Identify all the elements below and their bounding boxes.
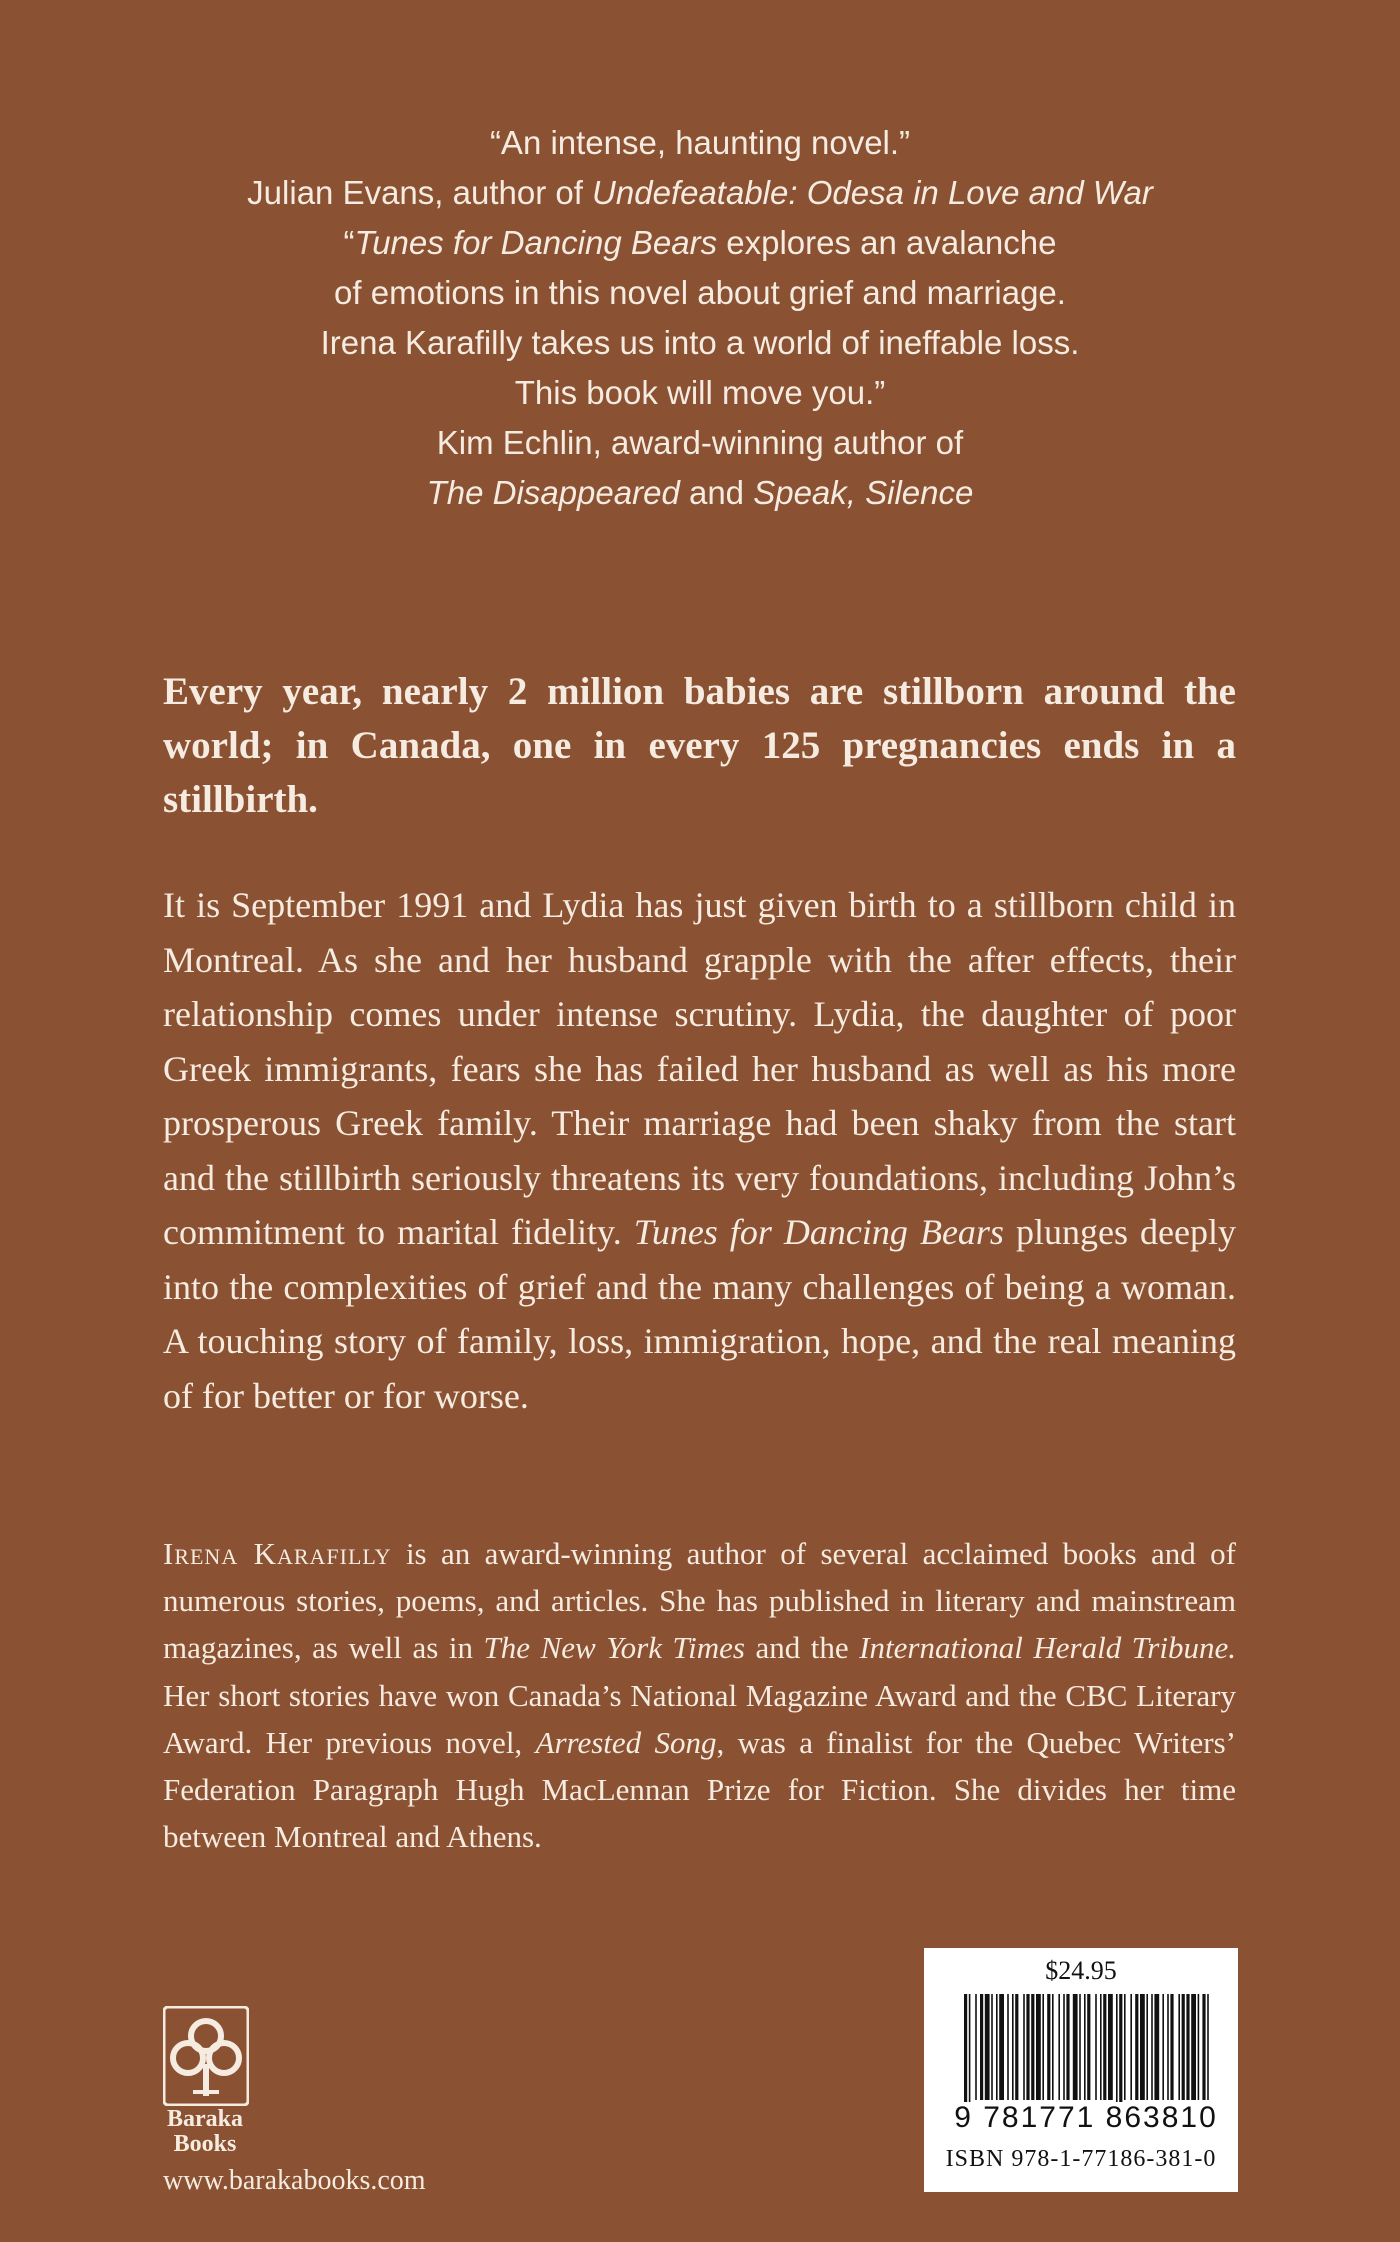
bio-publication-1: The New York Times xyxy=(483,1630,745,1666)
blurb-quote-2-line-3: Irena Karafilly takes us into a world of ineffable loss. xyxy=(320,324,1080,361)
publisher-name-line-2: Books xyxy=(173,2131,237,2157)
barcode-bar xyxy=(1052,1994,1054,2100)
publisher-name-line-1: Baraka xyxy=(166,2106,243,2132)
attribution-2-and: and xyxy=(679,474,754,511)
barcode-bar xyxy=(1154,1994,1159,2100)
summary-part-2: plunges deeply into the complexities of grief and the many challenges of being a woman. A touching story of family, loss, immigration, hope, and the real meaning of for better or for worse. xyxy=(163,1212,1237,1416)
barcode-bar xyxy=(996,1994,998,2100)
clover-icon xyxy=(163,2006,249,2106)
attribution-1-title: Undefeatable: Odesa in Love and War xyxy=(592,174,1153,211)
attribution-1-prefix: Julian Evans, author of xyxy=(247,174,593,211)
blurb-attribution-2-line-2 xyxy=(0,468,1400,518)
bio-part-4: , was a finalist for the Quebec Writers’ Federation Paragraph Hugh MacLennan Prize for Fiction. She divides her time between Montreal and Athens. xyxy=(163,1724,1236,1855)
barcode-bar xyxy=(1178,1994,1180,2100)
price-label: $24.95 xyxy=(1045,1956,1117,1985)
attribution-2-title-2: Speak, Silence xyxy=(753,474,974,511)
barcode-bar xyxy=(1036,1994,1041,2100)
quote-open-mark: “ xyxy=(343,224,355,261)
bio-part-3: Her short stories have won Canada’s National Magazine Award and the CBC Literary Award. Her previous novel, xyxy=(163,1677,1236,1760)
barcode-bar xyxy=(1191,1994,1196,2100)
barcode-bar xyxy=(964,1994,967,2112)
barcode-bar xyxy=(1207,1994,1209,2100)
summary-book-title: Tunes for Dancing Bears xyxy=(633,1212,1004,1252)
barcode-bar xyxy=(1087,1994,1090,2100)
publisher-name xyxy=(155,2107,255,2157)
barcode-bar xyxy=(1167,1994,1169,2100)
barcode-bar xyxy=(975,1994,977,2100)
barcode-bar xyxy=(1042,1994,1044,2100)
author-name: Irena Karafilly xyxy=(163,1536,392,1571)
barcode-bar xyxy=(1186,1994,1189,2100)
barcode-bar xyxy=(1124,1994,1126,2100)
barcode-bar xyxy=(1116,1994,1118,2112)
barcode-bar xyxy=(1119,1994,1122,2112)
barcode-bar xyxy=(1058,1994,1060,2100)
barcode-bar xyxy=(969,1994,971,2112)
barcode-bar xyxy=(980,1994,983,2100)
barcode-bar xyxy=(1140,1994,1145,2100)
isbn-label: ISBN 978-1-77186-381-0 xyxy=(945,2146,1217,2172)
barcode-bar xyxy=(1146,1994,1148,2100)
barcode-bar xyxy=(1015,1994,1018,2100)
summary-paragraph xyxy=(163,878,1236,1423)
barcode-bar xyxy=(999,1994,1004,2100)
barcode-digits: 9 781771 863810 xyxy=(946,2102,1226,2134)
barcode-bar xyxy=(1066,1994,1069,2100)
barcode-bar xyxy=(1135,1994,1138,2100)
quote-2-line-1-rest: explores an avalanche xyxy=(717,224,1057,261)
barcode-bar xyxy=(1108,1994,1113,2100)
author-bio xyxy=(163,1530,1236,1860)
barcode-bar xyxy=(1130,1994,1132,2100)
bio-part-2: and the xyxy=(744,1630,860,1666)
barcode-box xyxy=(924,1948,1238,2192)
barcode-bar xyxy=(1095,1994,1097,2100)
barcode-bar xyxy=(1202,1994,1205,2100)
barcode-bar xyxy=(985,1994,990,2100)
barcode-bar xyxy=(1047,1994,1050,2100)
blurb-quote-1: “An intense, haunting novel.” xyxy=(489,124,911,161)
barcode-bar xyxy=(1100,1994,1102,2100)
blurbs xyxy=(0,118,1400,518)
publisher-website[interactable]: www.barakabooks.com xyxy=(163,2165,426,2196)
bio-publication-2: International Herald Tribune. xyxy=(859,1630,1236,1666)
barcode-bar xyxy=(1012,1994,1014,2100)
barcode-bar xyxy=(1026,1994,1029,2100)
barcode-bar xyxy=(1031,1994,1034,2100)
quote-2-book-title: Tunes for Dancing Bears xyxy=(354,224,718,261)
barcode-bar xyxy=(1079,1994,1081,2100)
barcode-bar xyxy=(1198,1994,1200,2100)
barcode-bar xyxy=(1073,1994,1078,2100)
blurb-attribution-1 xyxy=(0,168,1400,218)
barcode-bar xyxy=(1063,1994,1065,2100)
bio-previous-novel: Arrested Song xyxy=(535,1724,717,1760)
blurb-quote-2-line-2: of emotions in this novel about grief and marriage. xyxy=(334,274,1066,311)
barcode-bar xyxy=(1084,1994,1086,2100)
attribution-2-title-1: The Disappeared xyxy=(426,474,680,511)
summary-part-1: It is September 1991 and Lydia has just given birth to a stillborn child in Montreal. As she and her husband grapple with the after effects, their relationship comes under intense scrutiny. Lydia, the daughter of poor Greek immigrants, fears she has failed her husband as well as his more prosperous Greek family. Their marriage had been shaky from the start and the stillbirth seriously threatens its very foundations, including John’s commitment to marital fidelity. xyxy=(163,885,1236,1252)
barcode-bars xyxy=(962,1994,1212,2112)
lead-paragraph: Every year, nearly 2 million babies are stillborn around the world; in Canada, one in every 125 pregnancies ends in a stillbirth. xyxy=(163,670,1236,821)
barcode-bar xyxy=(1151,1994,1153,2100)
barcode-bar xyxy=(991,1994,993,2100)
barcode-bar xyxy=(1007,1994,1009,2100)
bio-part-1: is an award-winning author of several acclaimed books and of numerous stories, poems, and articles. She has published in literary and mainstream magazines, as well as in xyxy=(163,1536,1237,1666)
barcode-bar xyxy=(1162,1994,1164,2100)
barcode-bar xyxy=(1182,1994,1185,2100)
blurb-attribution-2-line-1: Kim Echlin, award-winning author of xyxy=(436,424,964,461)
barcode-bar xyxy=(1170,1994,1173,2100)
blurb-quote-2-line-1 xyxy=(0,218,1400,268)
barcode-bar xyxy=(1023,1994,1025,2100)
blurb-quote-2-line-4: This book will move you.” xyxy=(514,374,886,411)
barcode-bar xyxy=(1103,1994,1106,2100)
